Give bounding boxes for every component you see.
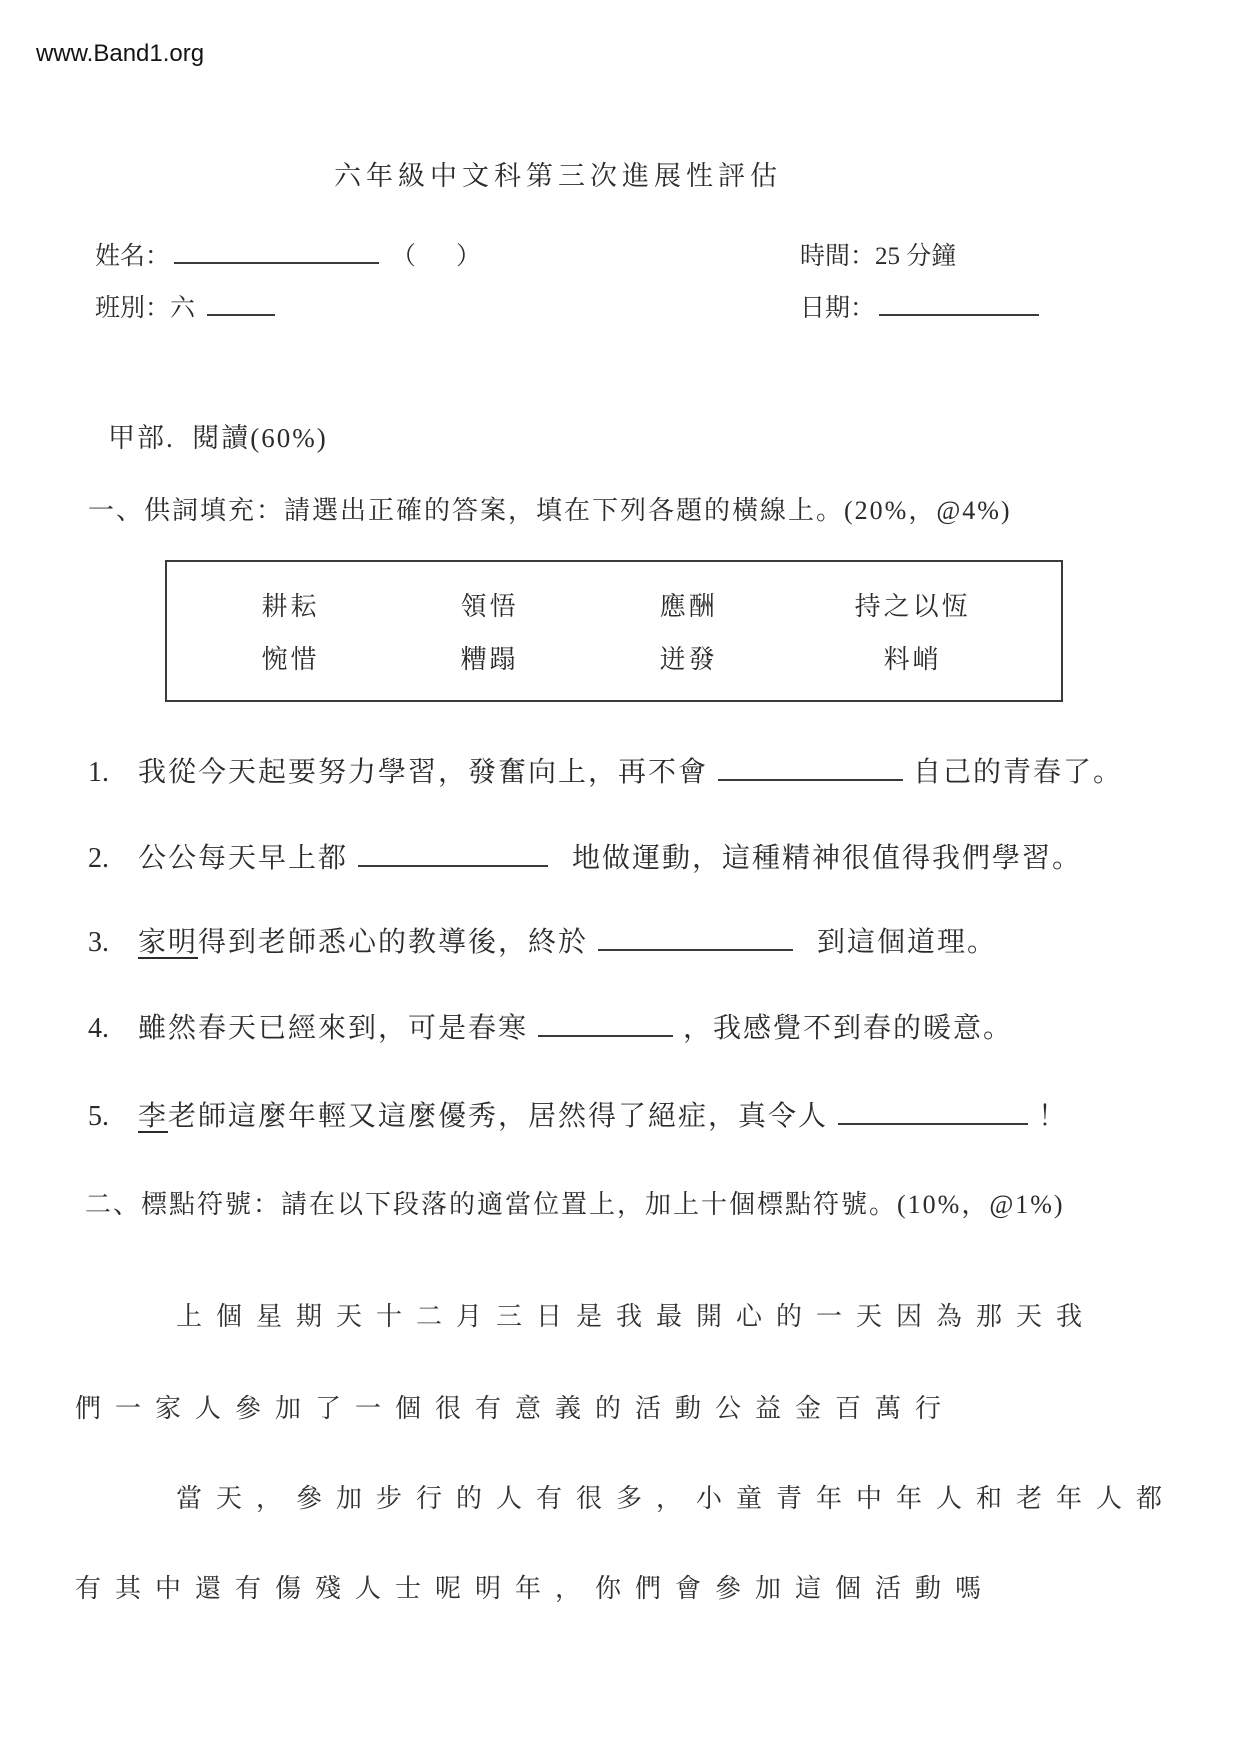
word-bank-item: 料峭: [883, 645, 942, 674]
name-label: 姓名：: [95, 243, 171, 270]
time-row: [800, 236, 956, 272]
paragraph-line-3: 當天，參加步行的人有很多，小童青年中年人和老年人都: [176, 1484, 1177, 1513]
question-number: 5.: [88, 1101, 109, 1132]
question-row-5: [88, 1094, 1068, 1134]
part1-heading: 一、供詞填充：請選出正確的答案，填在下列各題的橫線上。(20%，@4%): [88, 496, 1012, 525]
question-text-after: ，我感覺不到春的暖意。: [683, 1013, 1014, 1044]
part2-heading: 二、標點符號：請在以下段落的適當位置上，加上十個標點符號。(10%，@1%): [85, 1190, 1065, 1219]
word-bank-item: 迸發: [659, 645, 718, 674]
word-bank-item: 領悟: [460, 592, 519, 621]
site-watermark: www.Band1.org: [36, 40, 205, 67]
question-text-after: 自己的青春了。: [913, 757, 1124, 788]
question-text-before: 公公每天早上都: [138, 843, 349, 874]
name-blank-line: [174, 237, 379, 264]
question-row-4: [88, 1006, 1013, 1046]
paragraph-line-4: 有其中還有傷殘人士呢明年，你們會參加這個活動嗎: [75, 1574, 996, 1603]
paragraph-line-1: 上個星期天十二月三日是我最開心的一天因為那天我: [176, 1302, 1097, 1331]
question-underlined-name: 家明: [138, 927, 199, 958]
question-number: 3.: [88, 927, 109, 958]
word-bank-item: 惋惜: [261, 645, 320, 674]
question-text-before: 我從今天起要努力學習，發奮向上，再不會: [138, 757, 709, 788]
answer-blank-line: [538, 1007, 673, 1037]
page-title: 六年級中文科第三次進展性評估: [334, 161, 782, 191]
section-a-heading: 甲部. 閱讀(60%): [108, 423, 328, 453]
question-underlined-name: 李: [138, 1101, 169, 1132]
question-text-after: 地做運動，這種精神很值得我們學習。: [572, 843, 1083, 874]
word-bank-item: 持之以恆: [854, 592, 971, 621]
question-text-before: 老師這麼年輕又這麼優秀，居然得了絕症，真令人: [168, 1101, 829, 1132]
date-field-row: [800, 288, 1039, 324]
paragraph-line-2: 們一家人參加了一個很有意義的活動公益金百萬行: [75, 1394, 956, 1423]
question-text-before: 雖然春天已經來到，可是春寒: [138, 1013, 529, 1044]
class-blank-line: [207, 289, 275, 316]
answer-blank-line: [598, 921, 793, 951]
date-blank-line: [879, 289, 1039, 316]
paren-close: ）: [456, 243, 482, 270]
name-field-row: [95, 236, 481, 272]
class-label: 班別：六: [95, 295, 196, 322]
question-number: 4.: [88, 1013, 109, 1044]
word-bank-item: 耕耘: [261, 592, 320, 621]
question-row-1: [88, 750, 1123, 790]
answer-blank-line: [838, 1095, 1028, 1125]
word-bank-item: 應酬: [659, 592, 718, 621]
question-text-after: 到這個道理。: [817, 927, 998, 958]
question-number: 2.: [88, 843, 109, 874]
word-bank-item: 糟蹋: [460, 645, 519, 674]
time-label: 時間：25 分鐘: [800, 243, 957, 270]
class-field-row: [95, 288, 275, 324]
question-text-before: 得到老師悉心的教導後，終於: [198, 927, 589, 958]
question-text-after: ！: [1038, 1101, 1069, 1132]
word-bank-box: [165, 560, 1063, 702]
question-row-2: [88, 836, 1082, 876]
question-row-3: [88, 920, 997, 960]
question-number: 1.: [88, 757, 109, 788]
answer-blank-line: [718, 751, 903, 781]
date-label: 日期：: [800, 295, 876, 322]
answer-blank-line: [358, 837, 548, 867]
paren-open: （: [391, 243, 417, 270]
